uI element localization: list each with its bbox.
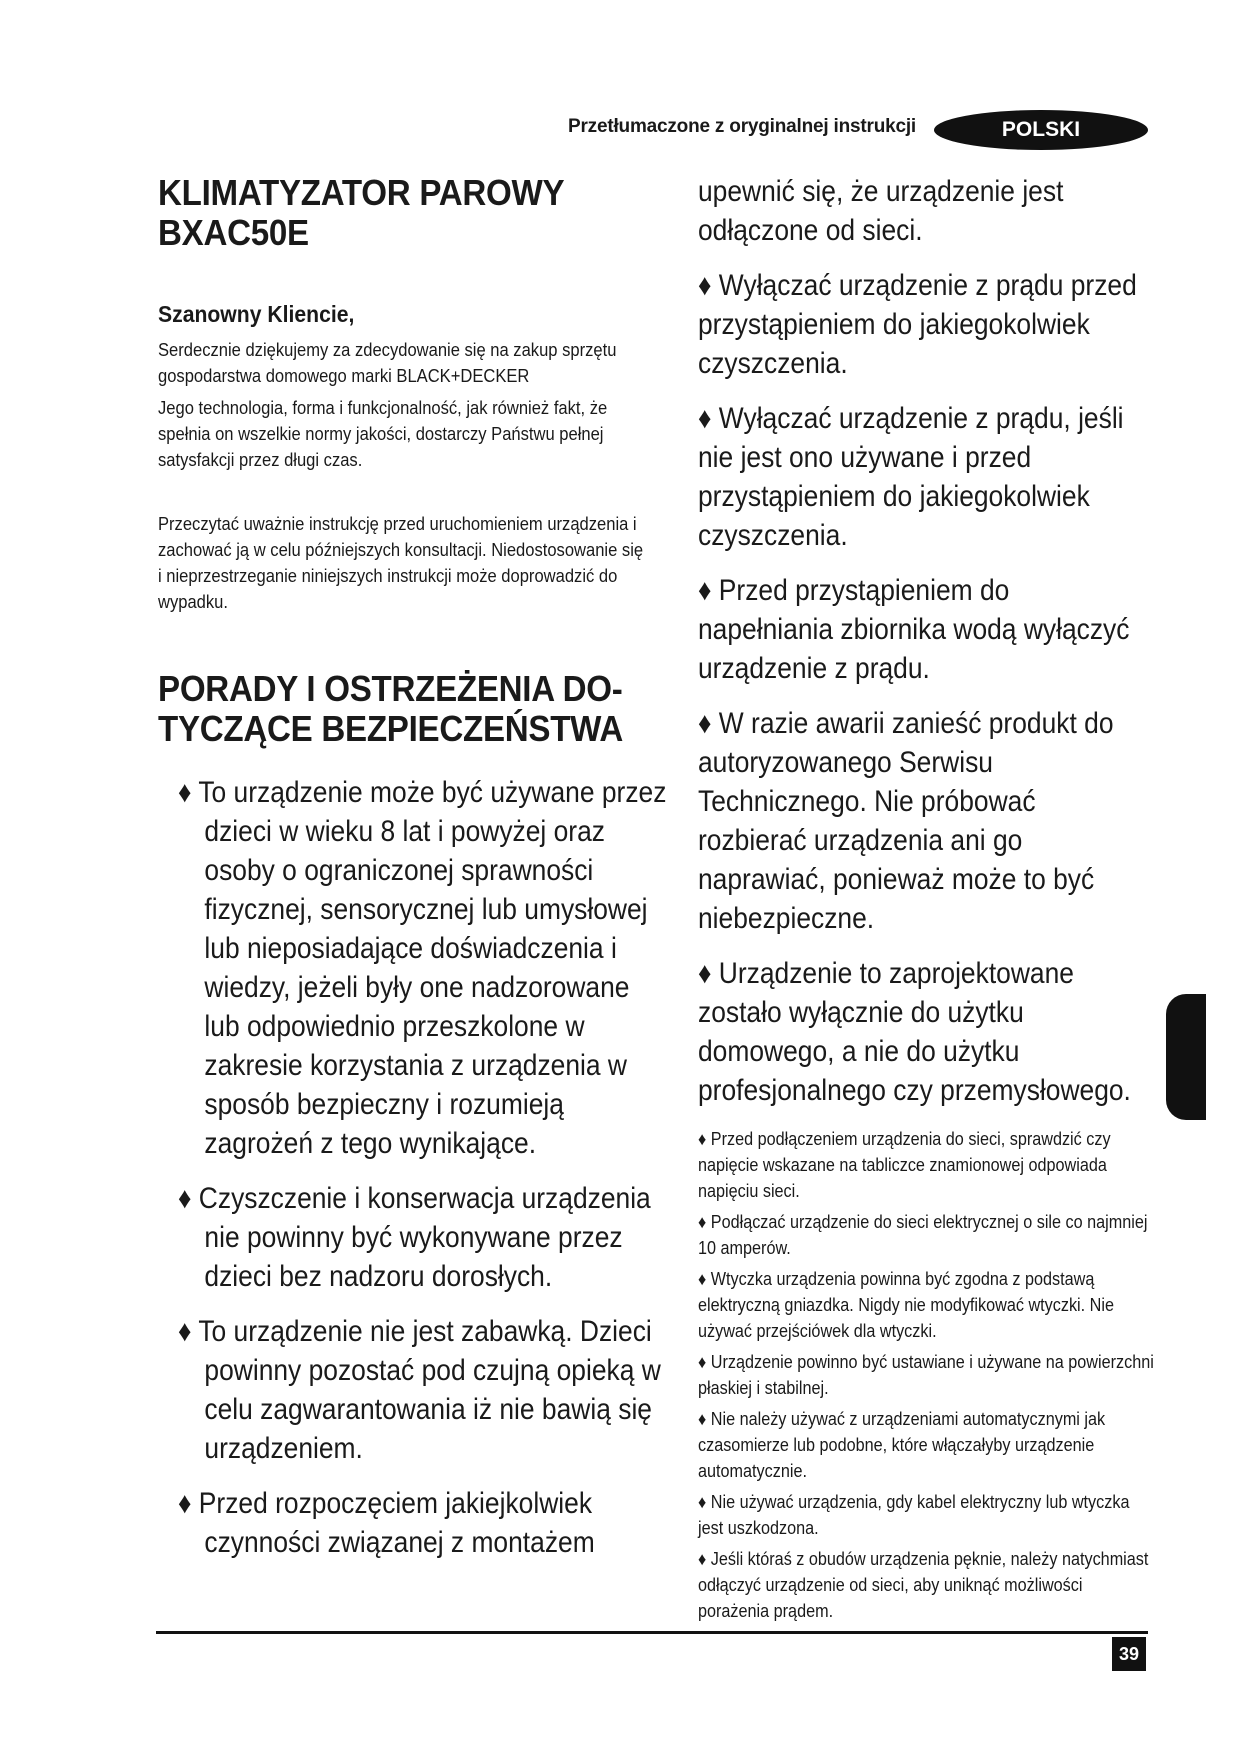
- intro-paragraph: Przeczytać uważnie instrukcję przed uruchomieniem urządzenia i zachować ją w celu późniejszych konsultacji. Niedostosowanie się i nieprzestrzeganie niniejszych instrukcji może doprowadzić do wypadku.: [158, 514, 644, 612]
- footer-divider: [156, 1631, 1148, 1634]
- source-note: Przetłumaczone z oryginalnej instrukcji: [568, 116, 917, 137]
- safety-item: ♦ Wyłączać urządzenie z prądu, jeśli nie jest ono używane i przed przystąpieniem do jakiegokolwiek czyszczenia.: [698, 402, 1124, 552]
- safety-small-item: ♦ Podłączać urządzenie do sieci elektrycznej o sile co najmniej 10 amperów.: [698, 1212, 1148, 1258]
- product-title: [158, 173, 609, 253]
- safety-item: ♦ Przed rozpoczęciem jakiejkolwiek czynności związanej z montażem: [178, 1487, 595, 1559]
- safety-small-item: ♦ Nie należy używać z urządzeniami automatycznymi jak czasomierze lub podobne, które włączałyby urządzenie automatycznie.: [698, 1409, 1106, 1481]
- safety-item: ♦ To urządzenie może być używane przez dzieci w wieku 8 lat i powyżej oraz osoby o ograniczonej sprawności fizycznej, sensorycznej lub umysłowej lub nieposiadające doświadczenia i wiedzy, jeżeli były one nadzorowane lub odpowiednio przeszkolone w zakresie korzystania z urządzenia w sposób bezpieczny i rozumieją zagrożeń z tego wynikające.: [178, 776, 667, 1160]
- safety-section-title: [158, 669, 645, 749]
- safety-item: ♦ Urządzenie to zaprojektowane zostało wyłącznie do użytku domowego, a nie do użytku profesjonalnego czy przemysłowego.: [698, 957, 1131, 1107]
- product-title-line-1: KLIMATYZATOR PAROWY: [158, 172, 565, 213]
- safety-title-line-2: TYCZĄCE BEZPIECZEŃSTWA: [158, 708, 623, 749]
- page-number: 39: [1112, 1637, 1146, 1671]
- intro-paragraph: Serdecznie dziękujemy za zdecydowanie się na zakup sprzętu gospodarstwa domowego marki BLACK+DECKER: [158, 340, 617, 386]
- safety-item: ♦ Przed przystąpieniem do napełniania zbiornika wodą wyłączyć urządzenie z prądu.: [698, 574, 1130, 685]
- intro-paragraph: Jego technologia, forma i funkcjonalność, jak również fakt, że spełnia on wszelkie normy jakości, dostarczy Państwu pełnej satysfakcji przez długi czas.: [158, 398, 608, 470]
- safety-title-line-1: PORADY I OSTRZEŻENIA DO-: [158, 668, 623, 709]
- language-badge: POLSKI: [934, 110, 1148, 150]
- intro-text: [158, 337, 648, 615]
- safety-list-left: [178, 773, 667, 1562]
- safety-small-item: ♦ Nie używać urządzenia, gdy kabel elektryczny lub wtyczka jest uszkodzona.: [698, 1492, 1130, 1538]
- greeting: Szanowny Kliencie,: [158, 301, 355, 327]
- section-tab-marker: [1166, 994, 1206, 1120]
- safety-item: ♦ Wyłączać urządzenie z prądu przed przystąpieniem do jakiegokolwiek czyszczenia.: [698, 269, 1137, 380]
- safety-item-continuation: upewnić się, że urządzenie jest odłączone od sieci.: [698, 175, 1064, 247]
- safety-small-item: ♦ Przed podłączeniem urządzenia do sieci, sprawdzić czy napięcie wskazane na tabliczce znamionowej odpowiada napięciu sieci.: [698, 1129, 1111, 1201]
- right-column: [698, 172, 1158, 1629]
- safety-small-item: ♦ Urządzenie powinno być ustawiane i używane na powierzchni płaskiej i stabilnej.: [698, 1352, 1154, 1398]
- product-model: BXAC50E: [158, 212, 309, 253]
- safety-item: ♦ Czyszczenie i konserwacja urządzenia nie powinny być wykonywane przez dzieci bez nadzoru dorosłych.: [178, 1182, 651, 1293]
- safety-list-right: [698, 172, 1158, 1110]
- safety-small-item: ♦ Wtyczka urządzenia powinna być zgodna z podstawą elektryczną gniazdka. Nigdy nie modyfikować wtyczki. Nie używać przejściówek dla wtyczki.: [698, 1269, 1114, 1341]
- safety-item: ♦ W razie awarii zanieść produkt do autoryzowanego Serwisu Technicznego. Nie próbować rozbierać urządzenia ani go naprawiać, ponieważ może to być niebezpieczne.: [698, 707, 1114, 935]
- left-column: [158, 172, 667, 1578]
- safety-list-small: [698, 1126, 1158, 1624]
- safety-item: ♦ To urządzenie nie jest zabawką. Dzieci powinny pozostać pod czujną opieką w celu zagwarantowania iż nie bawią się urządzeniem.: [178, 1315, 661, 1465]
- safety-small-item: ♦ Jeśli któraś z obudów urządzenia pęknie, należy natychmiast odłączyć urządzenie od sieci, aby uniknąć możliwości porażenia prądem.: [698, 1549, 1149, 1621]
